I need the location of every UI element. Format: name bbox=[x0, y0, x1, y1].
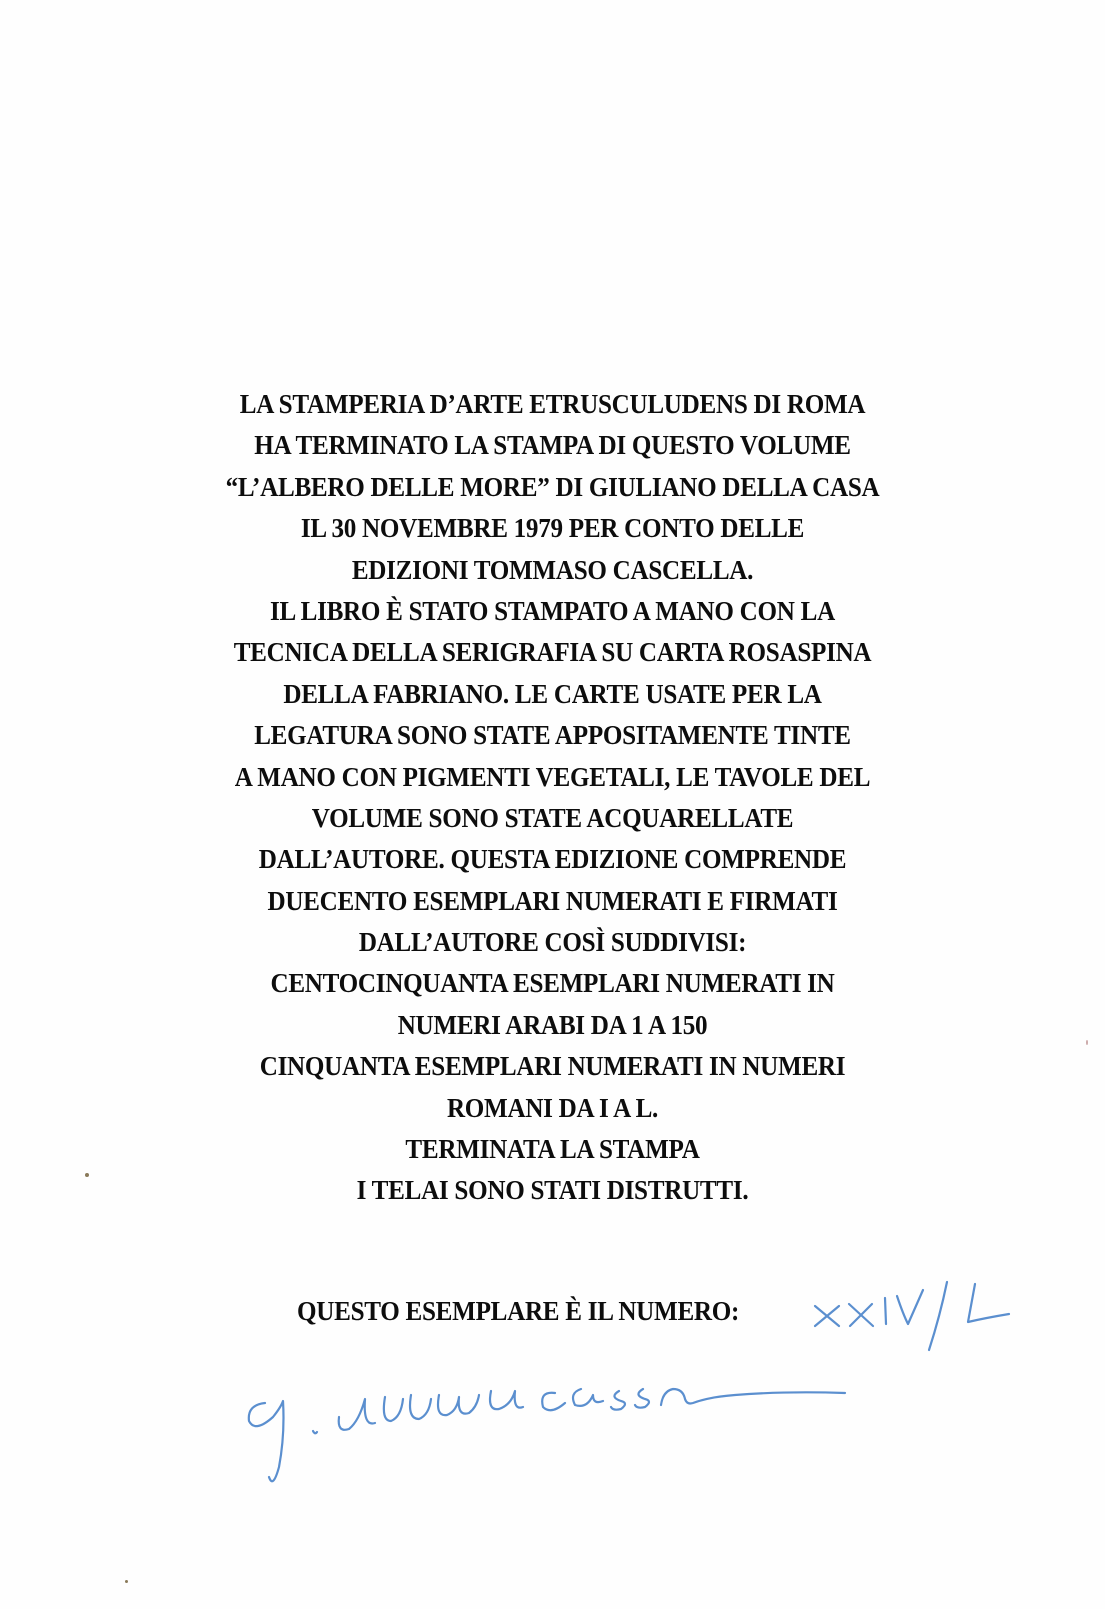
colophon-line: A MANO CON PIGMENTI VEGETALI, LE TAVOLE DEL bbox=[234, 761, 871, 792]
colophon-line: TERMINATA LA STAMPA bbox=[405, 1134, 700, 1165]
colophon-line: DELLA FABRIANO. LE CARTE USATE PER LA bbox=[283, 678, 822, 709]
paper-speck bbox=[85, 1173, 89, 1177]
colophon-line: DALL’AUTORE COSÌ SUDDIVISI: bbox=[358, 927, 747, 958]
colophon-line: DUECENTO ESEMPLARI NUMERATI E FIRMATI bbox=[267, 885, 838, 916]
colophon-line: LA STAMPERIA D’ARTE ETRUSCULUDENS DI ROMA bbox=[239, 389, 866, 419]
colophon-line: LEGATURA SONO STATE APPOSITAMENTE TINTE bbox=[254, 720, 851, 751]
colophon-line: I TELAI SONO STATI DISTRUTTI. bbox=[356, 1175, 749, 1206]
colophon-line: DALL’AUTORE. QUESTA EDIZIONE COMPRENDE bbox=[258, 844, 847, 875]
colophon-line: CINQUANTA ESEMPLARI NUMERATI IN NUMERI bbox=[259, 1051, 846, 1082]
colophon-line: HA TERMINATO LA STAMPA DI QUESTO VOLUME bbox=[254, 430, 851, 461]
paper-speck bbox=[1086, 1040, 1088, 1045]
colophon-line: IL LIBRO È STATO STAMPATO A MANO CON LA bbox=[270, 595, 835, 626]
copy-number-label: QUESTO ESEMPLARE È IL NUMERO: bbox=[297, 1296, 740, 1326]
colophon-text bbox=[0, 384, 1105, 1212]
handwritten-copy-number bbox=[805, 1276, 1015, 1366]
colophon-line: IL 30 NOVEMBRE 1979 PER CONTO DELLE bbox=[300, 513, 805, 544]
paper-speck bbox=[125, 1580, 128, 1583]
author-signature bbox=[225, 1355, 885, 1495]
colophon-line: CENTOCINQUANTA ESEMPLARI NUMERATI IN bbox=[270, 968, 835, 999]
colophon-line: TECNICA DELLA SERIGRAFIA SU CARTA ROSASPINA bbox=[233, 637, 872, 668]
colophon-line: “L’ALBERO DELLE MORE” DI GIULIANO DELLA CASA bbox=[225, 471, 880, 502]
colophon-line: VOLUME SONO STATE ACQUARELLATE bbox=[311, 802, 794, 833]
colophon-line: EDIZIONI TOMMASO CASCELLA. bbox=[351, 554, 754, 585]
colophon-line: NUMERI ARABI DA 1 A 150 bbox=[397, 1009, 708, 1040]
colophon-line: ROMANI DA I A L. bbox=[446, 1092, 659, 1123]
